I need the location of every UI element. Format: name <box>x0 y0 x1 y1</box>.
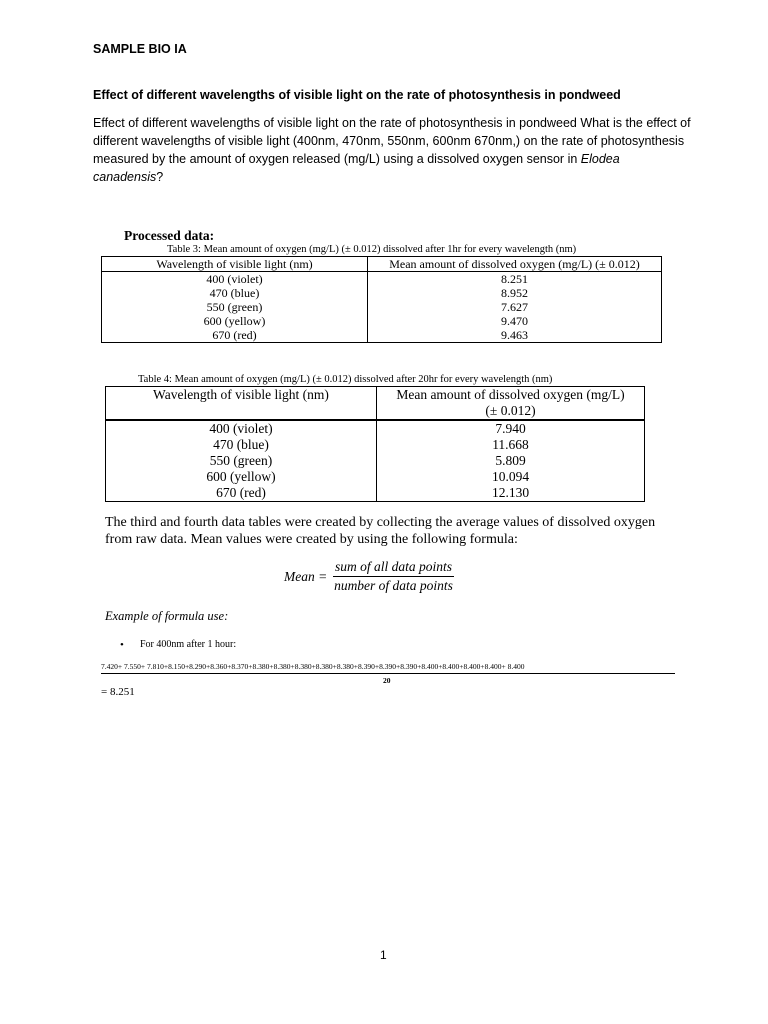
intro-tail: ? <box>156 170 164 184</box>
table4-cell-oxygen: 10.094 <box>377 469 645 485</box>
table-row <box>102 300 662 314</box>
table-row <box>102 272 662 287</box>
table4-cell-oxygen: 12.130 <box>377 485 645 502</box>
table4-cell-oxygen: 7.940 <box>377 420 645 437</box>
intro-species: Elodea canadensis <box>93 152 620 184</box>
table3-cell-oxygen: 7.627 <box>368 300 662 314</box>
table3-header-oxygen: Mean amount of dissolved oxygen (mg/L) (± 0.012) <box>368 257 662 272</box>
table4-caption: Table 4: Mean amount of oxygen (mg/L) (± 0.012) dissolved after 20hr for every wavelength (nm) <box>138 374 553 385</box>
processed-data-title: Processed data: <box>124 228 215 243</box>
table4-cell-wavelength: 400 (violet) <box>106 420 377 437</box>
table3-cell-oxygen: 8.251 <box>368 272 662 287</box>
formula-numerator: sum of all data points <box>333 558 454 577</box>
example-title: Example of formula use: <box>105 609 229 623</box>
table4-cell-oxygen: 5.809 <box>377 453 645 469</box>
table3 <box>101 256 662 343</box>
table3-cell-wavelength: 550 (green) <box>102 300 368 314</box>
example-result: = 8.251 <box>101 686 135 698</box>
document-title: Effect of different wavelengths of visible light on the rate of photosynthesis in pondweed <box>93 88 621 102</box>
table-row <box>102 286 662 300</box>
table4-cell-wavelength: 550 (green) <box>106 453 377 469</box>
table4-cell-oxygen: 11.668 <box>377 437 645 453</box>
table3-cell-oxygen: 8.952 <box>368 286 662 300</box>
table3-cell-wavelength: 670 (red) <box>102 328 368 343</box>
table-row <box>102 314 662 328</box>
document-header: SAMPLE BIO IA <box>93 42 187 56</box>
table-row <box>106 453 645 469</box>
table4-header-wavelength: Wavelength of visible light (nm) <box>106 387 377 421</box>
table4-cell-wavelength: 470 (blue) <box>106 437 377 453</box>
table4-header-oxygen-line1: Mean amount of dissolved oxygen (mg/L) <box>396 387 625 402</box>
table-row <box>102 328 662 343</box>
table3-header-wavelength: Wavelength of visible light (nm) <box>102 257 368 272</box>
page-number: 1 <box>380 948 387 962</box>
formula-lhs: Mean = <box>284 569 328 584</box>
table-row <box>106 485 645 502</box>
table-row <box>106 420 645 437</box>
table3-cell-wavelength: 600 (yellow) <box>102 314 368 328</box>
intro-paragraph <box>93 114 693 186</box>
table3-header-row <box>102 257 662 272</box>
table3-cell-wavelength: 470 (blue) <box>102 286 368 300</box>
table-row <box>106 437 645 453</box>
table4-header-oxygen-line2: (± 0.012) <box>485 403 536 418</box>
table-row <box>106 469 645 485</box>
table4-header-row <box>106 387 645 421</box>
table4-header-oxygen <box>377 387 645 421</box>
bullet-icon: • <box>120 639 124 651</box>
table3-cell-oxygen: 9.470 <box>368 314 662 328</box>
fraction-bar <box>101 673 675 674</box>
sum-expression: 7.420+ 7.550+ 7.810+8.150+8.290+8.360+8.370+8.380+8.380+8.380+8.380+8.380+8.390+8.390+8.390+8.400+8.400+8.400+8.400+ 8.400 <box>101 662 525 671</box>
sum-denominator: 20 <box>383 676 391 685</box>
table4-cell-wavelength: 600 (yellow) <box>106 469 377 485</box>
table3-caption: Table 3: Mean amount of oxygen (mg/L) (± 0.012) dissolved after 1hr for every wavelength (nm) <box>167 244 577 255</box>
formula-fraction <box>333 558 454 595</box>
method-paragraph: The third and fourth data tables were created by collecting the average values of dissolved oxygen from raw data. Mean values were created by using the following formula: <box>105 515 656 547</box>
formula-denominator: number of data points <box>334 578 453 593</box>
table4-cell-wavelength: 670 (red) <box>106 485 377 502</box>
table3-cell-oxygen: 9.463 <box>368 328 662 343</box>
intro-lead: Effect of different wavelengths of visible light on the rate of photosynthesis in pondweed What is the effect of different wavelengths of visible light (400nm, 470nm, 550nm, 600nm 670nm,) on the rate of photosynthesis measured by the amount of oxygen released (mg/L) using a dissolved oxygen sensor in <box>93 116 691 166</box>
table4 <box>105 386 645 502</box>
table3-cell-wavelength: 400 (violet) <box>102 272 368 287</box>
example-item: For 400nm after 1 hour: <box>140 639 237 650</box>
